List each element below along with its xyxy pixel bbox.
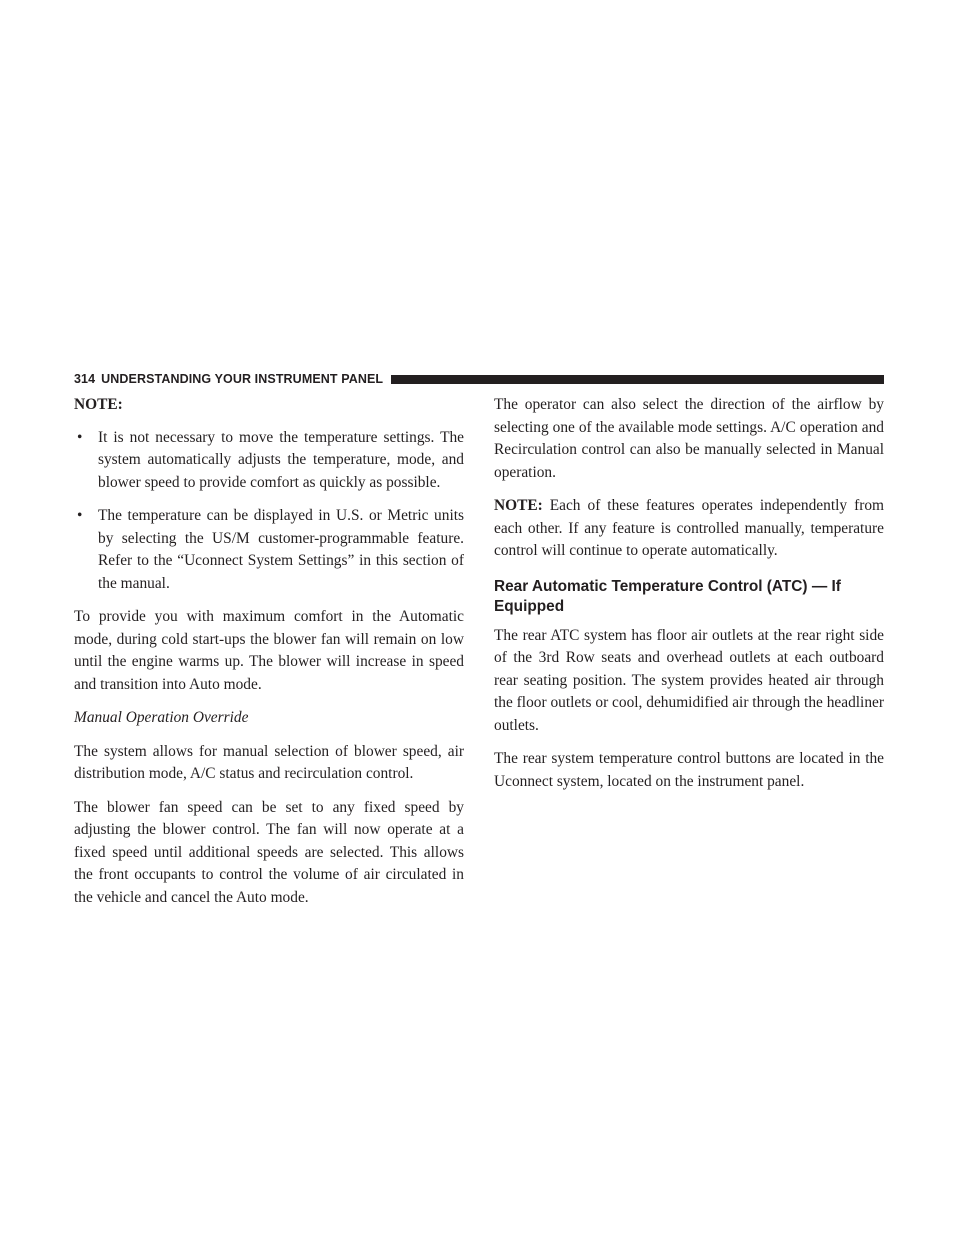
section-title: UNDERSTANDING YOUR INSTRUMENT PANEL bbox=[101, 372, 384, 386]
note-paragraph bbox=[494, 495, 884, 563]
bullet-text: The temperature can be displayed in U.S. or Metric units by selecting the US/M customer-programmable feature. Refer to the “Uconnect System Settings” in this section of the manual. bbox=[98, 507, 464, 592]
note-heading: NOTE: bbox=[74, 396, 123, 413]
note-bullet-list bbox=[74, 427, 464, 596]
rear-atc-heading: Rear Automatic Temperature Control (ATC) — If Equipped bbox=[494, 577, 841, 615]
bullet-icon: • bbox=[77, 428, 83, 446]
left-column bbox=[74, 394, 464, 920]
page-number: 314 bbox=[74, 372, 96, 386]
airflow-paragraph: The operator can also select the direction of the airflow by selecting one of the available mode settings. A/C operation and Recirculation control can also be manually selected in Manual operation. bbox=[494, 396, 884, 481]
manual-paragraph-1: The system allows for manual selection of blower speed, air distribution mode, A/C status and recirculation control. bbox=[74, 742, 464, 782]
note-label: NOTE: bbox=[494, 497, 543, 514]
bullet-text: It is not necessary to move the temperature settings. The system automatically adjusts the temperature, mode, and blower speed to provide comfort as quickly as possible. bbox=[98, 428, 464, 491]
right-column bbox=[494, 394, 884, 804]
comfort-paragraph: To provide you with maximum comfort in the Automatic mode, during cold start-ups the blower fan will remain on low until the engine warms up. The blower will increase in speed and transition into Auto mode. bbox=[74, 608, 464, 693]
manual-operation-heading: Manual Operation Override bbox=[74, 709, 249, 726]
note-bullet-item bbox=[74, 505, 464, 595]
note-text: Each of these features operates independently from each other. If any feature is controlled manually, temperature control will continue to operate automatically. bbox=[494, 497, 884, 559]
header-rule bbox=[391, 375, 884, 384]
rear-paragraph-2: The rear system temperature control buttons are located in the Uconnect system, located on the instrument panel. bbox=[494, 750, 884, 790]
rear-paragraph-1: The rear ATC system has floor air outlets at the rear right side of the 3rd Row seats and overhead outlets at each outboard rear seating position. The system provides heated air through the floor outlets or cool, dehumidified air through the headliner outlets. bbox=[494, 626, 884, 734]
note-bullet-item bbox=[74, 427, 464, 495]
manual-paragraph-2: The blower fan speed can be set to any fixed speed by adjusting the blower control. The fan will now operate at a fixed speed until additional speeds are selected. This allows the front occupants to control the volume of air circulated in the vehicle and cancel the Auto mode. bbox=[74, 798, 464, 906]
bullet-icon: • bbox=[77, 507, 83, 524]
page-header bbox=[74, 372, 884, 386]
